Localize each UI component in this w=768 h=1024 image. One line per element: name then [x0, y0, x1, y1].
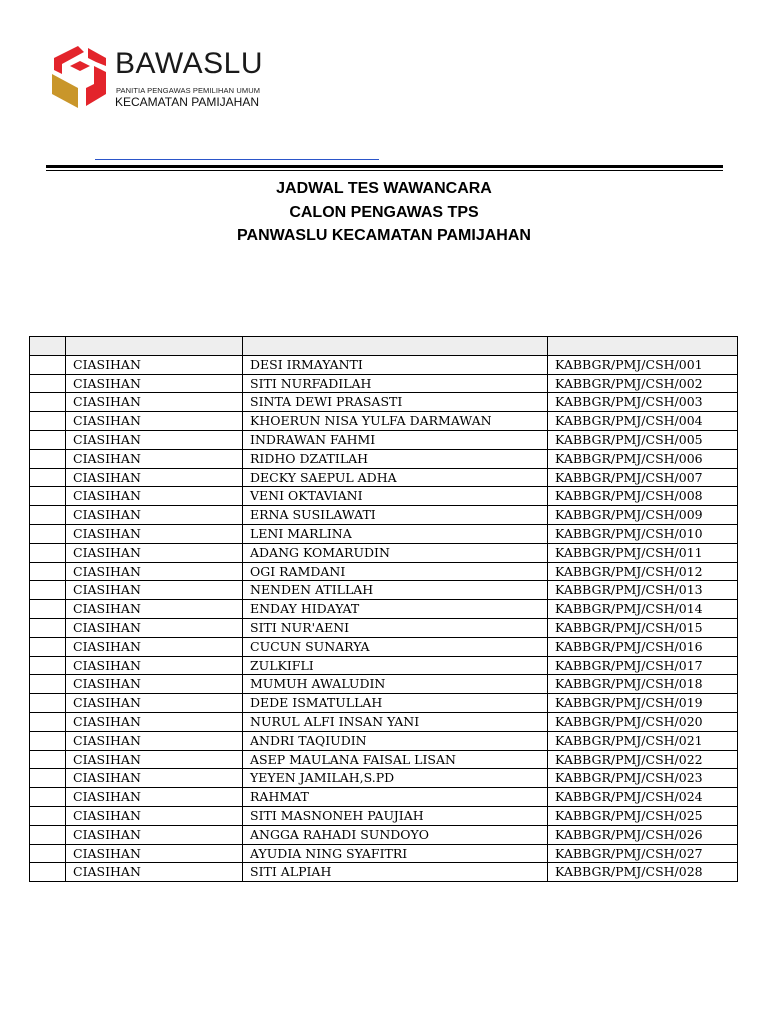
village-cell: CIASIHAN	[66, 374, 243, 393]
candidate-name-cell: SITI ALPIAH	[243, 863, 548, 882]
village-cell: CIASIHAN	[66, 863, 243, 882]
candidate-name-cell: RIDHO DZATILAH	[243, 449, 548, 468]
candidate-name-cell: INDRAWAN FAHMI	[243, 430, 548, 449]
candidate-name-cell: ANDRI TAQIUDIN	[243, 731, 548, 750]
village-cell: CIASIHAN	[66, 788, 243, 807]
candidate-name-cell: RAHMAT	[243, 788, 548, 807]
registration-number-cell: KABBGR/PMJ/CSH/006	[548, 449, 738, 468]
candidate-name-cell: CUCUN SUNARYA	[243, 637, 548, 656]
title-line-2: CALON PENGAWAS TPS	[289, 203, 479, 221]
candidate-name-cell: YEYEN JAMILAH,S.PD	[243, 769, 548, 788]
table-row	[30, 412, 738, 431]
candidate-name-cell: NURUL ALFI INSAN YANI	[243, 712, 548, 731]
table-row	[30, 355, 738, 374]
registration-number-cell: KABBGR/PMJ/CSH/014	[548, 600, 738, 619]
registration-number-cell: KABBGR/PMJ/CSH/026	[548, 825, 738, 844]
table-row	[30, 524, 738, 543]
candidate-name-cell: SINTA DEWI PRASASTI	[243, 393, 548, 412]
letterhead-link-underline	[95, 159, 379, 160]
row-number-cell	[30, 656, 66, 675]
header-cell-registration	[548, 337, 738, 356]
row-number-cell	[30, 675, 66, 694]
table-row	[30, 487, 738, 506]
table-row	[30, 844, 738, 863]
registration-number-cell: KABBGR/PMJ/CSH/028	[548, 863, 738, 882]
org-district: KECAMATAN PAMIJAHAN	[115, 95, 260, 109]
village-cell: CIASIHAN	[66, 581, 243, 600]
row-number-cell	[30, 825, 66, 844]
registration-number-cell: KABBGR/PMJ/CSH/012	[548, 562, 738, 581]
row-number-cell	[30, 393, 66, 412]
row-number-cell	[30, 712, 66, 731]
candidate-name-cell: DEDE ISMATULLAH	[243, 694, 548, 713]
registration-number-cell: KABBGR/PMJ/CSH/016	[548, 637, 738, 656]
row-number-cell	[30, 355, 66, 374]
village-cell: CIASIHAN	[66, 694, 243, 713]
village-cell: CIASIHAN	[66, 393, 243, 412]
village-cell: CIASIHAN	[66, 562, 243, 581]
letterhead-rule-thick	[46, 165, 723, 168]
candidate-name-cell: NENDEN ATILLAH	[243, 581, 548, 600]
org-name: BAWASLU	[115, 47, 263, 80]
candidate-name-cell: KHOERUN NISA YULFA DARMAWAN	[243, 412, 548, 431]
table-row	[30, 863, 738, 882]
row-number-cell	[30, 506, 66, 525]
candidate-name-cell: SITI MASNONEH PAUJIAH	[243, 806, 548, 825]
row-number-cell	[30, 468, 66, 487]
row-number-cell	[30, 543, 66, 562]
registration-number-cell: KABBGR/PMJ/CSH/002	[548, 374, 738, 393]
row-number-cell	[30, 618, 66, 637]
registration-number-cell: KABBGR/PMJ/CSH/027	[548, 844, 738, 863]
table-row	[30, 393, 738, 412]
candidate-name-cell: ASEP MAULANA FAISAL LISAN	[243, 750, 548, 769]
table-row	[30, 374, 738, 393]
village-cell: CIASIHAN	[66, 506, 243, 525]
table-row	[30, 769, 738, 788]
village-cell: CIASIHAN	[66, 844, 243, 863]
village-cell: CIASIHAN	[66, 825, 243, 844]
schedule-table-wrapper	[29, 336, 738, 882]
candidate-name-cell: ERNA SUSILAWATI	[243, 506, 548, 525]
table-row	[30, 637, 738, 656]
table-row	[30, 731, 738, 750]
row-number-cell	[30, 374, 66, 393]
registration-number-cell: KABBGR/PMJ/CSH/015	[548, 618, 738, 637]
row-number-cell	[30, 694, 66, 713]
registration-number-cell: KABBGR/PMJ/CSH/009	[548, 506, 738, 525]
letterhead-rule-thin	[46, 170, 723, 171]
row-number-cell	[30, 731, 66, 750]
logo-red-diamond	[70, 61, 90, 71]
candidate-name-cell: ANGGA RAHADI SUNDOYO	[243, 825, 548, 844]
registration-number-cell: KABBGR/PMJ/CSH/001	[548, 355, 738, 374]
registration-number-cell: KABBGR/PMJ/CSH/019	[548, 694, 738, 713]
table-row	[30, 825, 738, 844]
village-cell: CIASIHAN	[66, 675, 243, 694]
village-cell: CIASIHAN	[66, 731, 243, 750]
header-cell-village	[66, 337, 243, 356]
registration-number-cell: KABBGR/PMJ/CSH/010	[548, 524, 738, 543]
logo-red-top-right	[88, 48, 106, 66]
table-row	[30, 694, 738, 713]
candidate-name-cell: ENDAY HIDAYAT	[243, 600, 548, 619]
registration-number-cell: KABBGR/PMJ/CSH/017	[548, 656, 738, 675]
registration-number-cell: KABBGR/PMJ/CSH/021	[548, 731, 738, 750]
table-header-row	[30, 337, 738, 356]
table-row	[30, 581, 738, 600]
candidate-name-cell: ZULKIFLI	[243, 656, 548, 675]
row-number-cell	[30, 750, 66, 769]
registration-number-cell: KABBGR/PMJ/CSH/004	[548, 412, 738, 431]
table-row	[30, 543, 738, 562]
village-cell: CIASIHAN	[66, 543, 243, 562]
table-row	[30, 750, 738, 769]
title-line-3: PANWASLU KECAMATAN PAMIJAHAN	[237, 227, 531, 244]
row-number-cell	[30, 863, 66, 882]
table-row	[30, 788, 738, 807]
candidate-name-cell: AYUDIA NING SYAFITRI	[243, 844, 548, 863]
registration-number-cell: KABBGR/PMJ/CSH/022	[548, 750, 738, 769]
registration-number-cell: KABBGR/PMJ/CSH/024	[548, 788, 738, 807]
candidate-name-cell: DECKY SAEPUL ADHA	[243, 468, 548, 487]
row-number-cell	[30, 562, 66, 581]
village-cell: CIASIHAN	[66, 712, 243, 731]
registration-number-cell: KABBGR/PMJ/CSH/020	[548, 712, 738, 731]
registration-number-cell: KABBGR/PMJ/CSH/003	[548, 393, 738, 412]
org-subtitle: PANITIA PENGAWAS PEMILIHAN UMUM	[116, 86, 261, 95]
candidate-name-cell: ADANG KOMARUDIN	[243, 543, 548, 562]
candidate-name-cell: SITI NURFADILAH	[243, 374, 548, 393]
table-row	[30, 712, 738, 731]
title-line-1: JADWAL TES WAWANCARA	[276, 180, 492, 197]
row-number-cell	[30, 788, 66, 807]
village-cell: CIASIHAN	[66, 600, 243, 619]
header-cell-no	[30, 337, 66, 356]
table-row	[30, 430, 738, 449]
table-body	[30, 355, 738, 881]
candidate-name-cell: MUMUH AWALUDIN	[243, 675, 548, 694]
candidate-name-cell: SITI NUR'AENI	[243, 618, 548, 637]
table-row	[30, 806, 738, 825]
table-row	[30, 675, 738, 694]
table-row	[30, 449, 738, 468]
logo-gold-left	[52, 74, 78, 108]
village-cell: CIASIHAN	[66, 487, 243, 506]
row-number-cell	[30, 637, 66, 656]
registration-number-cell: KABBGR/PMJ/CSH/008	[548, 487, 738, 506]
document-titles	[0, 177, 768, 248]
table-row	[30, 506, 738, 525]
village-cell: CIASIHAN	[66, 355, 243, 374]
registration-number-cell: KABBGR/PMJ/CSH/023	[548, 769, 738, 788]
schedule-table	[29, 336, 738, 882]
village-cell: CIASIHAN	[66, 412, 243, 431]
village-cell: CIASIHAN	[66, 637, 243, 656]
row-number-cell	[30, 449, 66, 468]
registration-number-cell: KABBGR/PMJ/CSH/011	[548, 543, 738, 562]
village-cell: CIASIHAN	[66, 430, 243, 449]
header-cell-name	[243, 337, 548, 356]
village-cell: CIASIHAN	[66, 806, 243, 825]
table-row	[30, 468, 738, 487]
row-number-cell	[30, 581, 66, 600]
logo-red-right	[86, 66, 106, 106]
village-cell: CIASIHAN	[66, 618, 243, 637]
table-row	[30, 618, 738, 637]
registration-number-cell: KABBGR/PMJ/CSH/018	[548, 675, 738, 694]
village-cell: CIASIHAN	[66, 524, 243, 543]
row-number-cell	[30, 769, 66, 788]
row-number-cell	[30, 412, 66, 431]
registration-number-cell: KABBGR/PMJ/CSH/005	[548, 430, 738, 449]
row-number-cell	[30, 806, 66, 825]
bawaslu-logo	[50, 44, 110, 110]
village-cell: CIASIHAN	[66, 656, 243, 675]
village-cell: CIASIHAN	[66, 750, 243, 769]
registration-number-cell: KABBGR/PMJ/CSH/025	[548, 806, 738, 825]
row-number-cell	[30, 524, 66, 543]
candidate-name-cell: VENI OKTAVIANI	[243, 487, 548, 506]
table-row	[30, 562, 738, 581]
row-number-cell	[30, 600, 66, 619]
village-cell: CIASIHAN	[66, 449, 243, 468]
candidate-name-cell: LENI MARLINA	[243, 524, 548, 543]
registration-number-cell: KABBGR/PMJ/CSH/013	[548, 581, 738, 600]
letterhead	[50, 44, 350, 114]
row-number-cell	[30, 844, 66, 863]
village-cell: CIASIHAN	[66, 769, 243, 788]
row-number-cell	[30, 487, 66, 506]
village-cell: CIASIHAN	[66, 468, 243, 487]
candidate-name-cell: OGI RAMDANI	[243, 562, 548, 581]
table-row	[30, 600, 738, 619]
row-number-cell	[30, 430, 66, 449]
table-row	[30, 656, 738, 675]
candidate-name-cell: DESI IRMAYANTI	[243, 355, 548, 374]
registration-number-cell: KABBGR/PMJ/CSH/007	[548, 468, 738, 487]
